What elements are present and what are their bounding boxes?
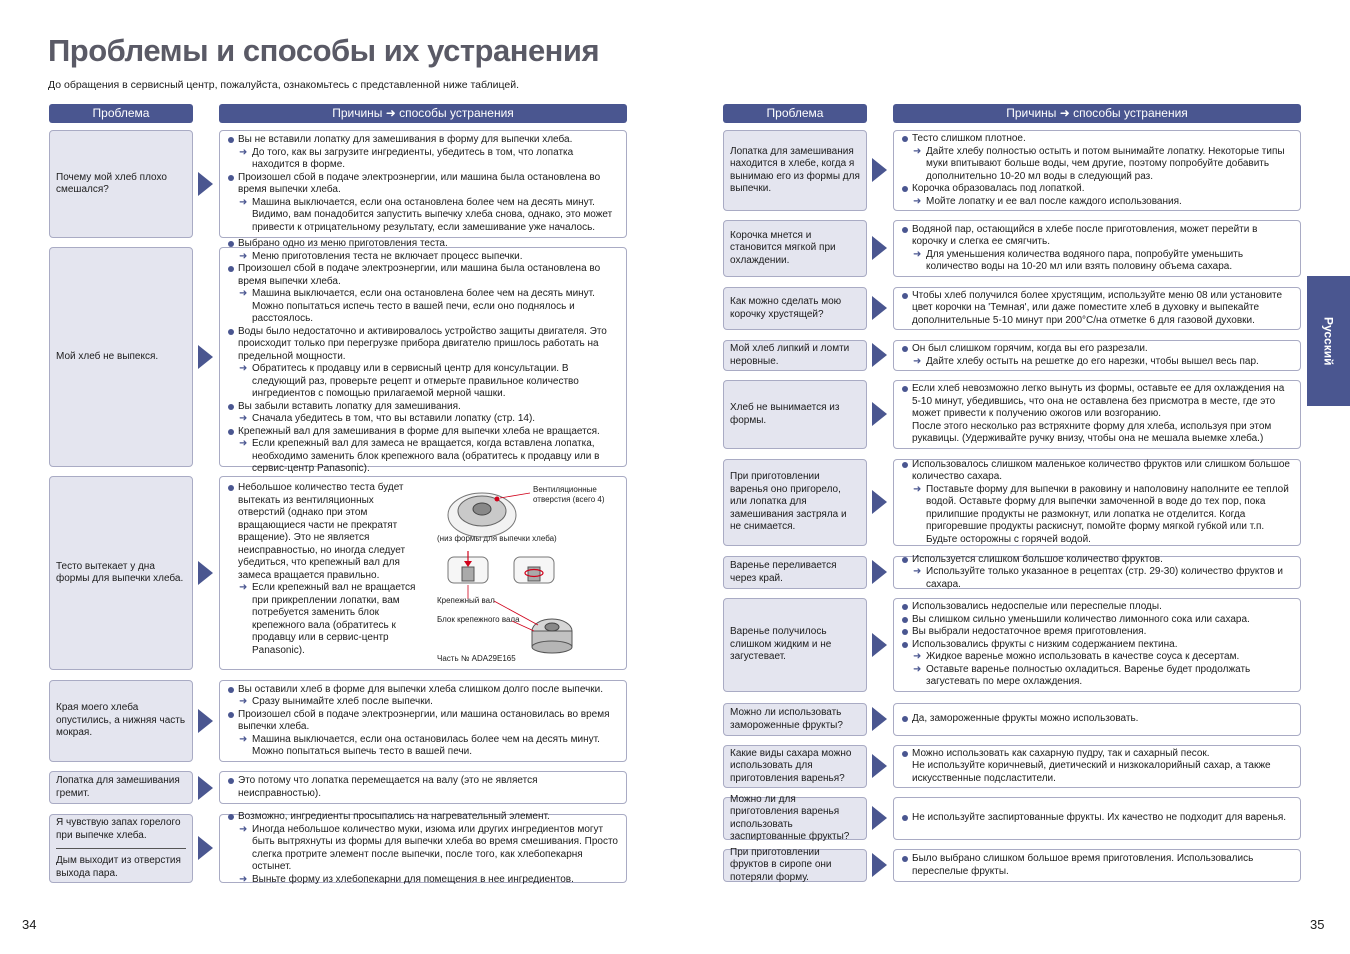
remedy-item: ➜ Сначала убедитесь в том, что вы вставили лопатку (стр. 14). [228, 413, 618, 426]
problem-cell [49, 771, 193, 804]
arrow-icon [872, 236, 887, 260]
cause-item: Вы не вставили лопатку для замешивания в форму для выпечки хлеба. [228, 134, 618, 147]
cause-item: Использовались фрукты с низким содержанием пектина. [902, 639, 1292, 652]
cause-item: Если хлеб невозможно легко вынуть из формы, оставьте ее для охлаждения на 5-10 минут, убедившись, что она не оставлена без присмотра в месте, где это может привести к получению ожогов или возгоранию. [902, 383, 1292, 421]
problem-text: Корочка мнется и становится мягкой при охлаждении. [730, 229, 836, 266]
cause-item: Тесто слишком плотное. [902, 133, 1292, 146]
arrow-icon [198, 836, 213, 860]
problem-cell [723, 340, 867, 371]
fig-label-block: Блок крепежного вала [437, 615, 520, 624]
header-problem-right: Проблема [723, 104, 867, 123]
solution-cell [893, 220, 1301, 277]
solution-cell [893, 598, 1301, 692]
problem-cell [723, 703, 867, 736]
arrow-icon [872, 296, 887, 320]
remedy-item: ➜ Оставьте варенье полностью охладиться. Варенье будет продолжать загустевать по мере охлаждения. [902, 664, 1292, 689]
remedy-item: ➜ Меню приготовления теста не включает процесс выпечки. [228, 251, 618, 264]
cause-item: Можно использовать как сахарную пудру, так и сахарный песок. [902, 748, 1292, 761]
arrow-icon [872, 402, 887, 426]
problem-text: При приготовлении фруктов в сиропе они потеряли форму. [730, 846, 832, 883]
cause-item: Произошел сбой в подаче электроэнергии, или машина остановилась во время выпечки хлеба. [228, 709, 618, 734]
solution-cell [893, 745, 1301, 788]
solution-cell [893, 380, 1301, 449]
header-causes-left: Причины ➜ способы устранения [219, 104, 627, 123]
remedy-item: ➜ Если крепежный вал не вращается при прикреплении лопатки, вам потребуется заменить блок крепежного вала (обратитесь к продавцу или в сервис-центр Panasonic). [228, 582, 423, 657]
header-problem-left: Проблема [49, 104, 193, 123]
arrow-icon [872, 707, 887, 731]
remedy-item: ➜ Если крепежный вал для замеса не вращается, когда вставлена лопатка, необходимо заменить блок крепежного вала (обратитесь к продавцу или в сервис-центр Panasonic). [228, 438, 618, 476]
problem-cell [723, 793, 867, 842]
solution-cell [893, 130, 1301, 211]
problem-text: Можно ли использовать замороженные фрукты? [730, 707, 843, 731]
arrow-icon [872, 343, 887, 367]
problem-text: Я чувствую запах горелого при выпечке хлеба. [56, 817, 181, 841]
remedy-item: ➜ Используйте только указанное в рецептах (стр. 29-30) количество фруктов и сахара. [902, 566, 1292, 591]
language-tab-label: Русский [1321, 316, 1336, 366]
arrow-icon [872, 490, 887, 514]
remedy-item: ➜ Дайте хлебу остыть на решетке до его нарезки, чтобы вышел весь пар. [902, 356, 1292, 369]
problem-text: Можно ли для приготовления варенья использовать заспиртованные фрукты? [730, 793, 850, 842]
fig-label-bottom: (низ формы для выпечки хлеба) [437, 534, 557, 543]
remedy-item: ➜ Жидкое варенье можно использовать в качестве соуса к десертам. [902, 651, 1292, 664]
problem-cell [49, 814, 193, 883]
header-causes-right: Причины ➜ способы устранения [893, 104, 1301, 123]
cause-item: Не используйте заспиртованные фрукты. Их качество не подходит для варенья. [902, 812, 1292, 825]
cause-item: Выбрано одно из меню приготовления теста. [228, 238, 618, 251]
solution-cell [219, 130, 627, 238]
cause-item: Использовались недоспелые или переспелые плоды. [902, 601, 1292, 614]
problem-text: Лопатка для замешивания гремит. [56, 775, 180, 799]
cause-item: Произошел сбой в подаче электроэнергии, или машина была остановлена во время выпечки хлеба. [228, 172, 618, 197]
problem-text: Края моего хлеба опустились, а нижняя часть мокрая. [56, 702, 186, 739]
cause-item: Возможно, ингредиенты просыпались на нагревательный элемент. [228, 811, 618, 824]
solution-cell [893, 703, 1301, 736]
arrow-icon [872, 158, 887, 182]
problem-cell [49, 130, 193, 238]
cause-continuation: После этого несколько раз встряхните форму для хлеба, используя при этом рукавицы. (Удерживайте ручку внизу, чтобы она не мешала выемке хлеба.) [912, 420, 1272, 445]
cause-item: Чтобы хлеб получился более хрустящим, используйте меню 08 или установите цвет корочки на 'Темная', или даже поместите хлеб в духовку и выпекайте дополнительные 5-10 минут при 200°C/на отметке 6 для газовой духовки. [902, 290, 1292, 328]
remedy-item: ➜ Поставьте форму для выпечки в раковину и наполовину наполните ее теплой водой. Оставьте форму для выпечки замоченной в воде до тех пор, пока прилипшие продукты не размокнут, или лопатка не отделится. Когда пригоревшие продукты раскиснут, помойте форму мягкой губкой или т.п. Будьте осторожны с горячей водой. [902, 484, 1292, 547]
problem-cell [723, 598, 867, 692]
cause-item: Корочка образовалась под лопаткой. [902, 183, 1292, 196]
page-number-right: 35 [1310, 917, 1325, 932]
arrow-icon [872, 806, 887, 830]
cause-item: Небольшое количество теста будет вытекать из вентиляционных отверстий (однако при этом вращающиеся части не прекратят вращение). Это не является неисправностью, но иногда следует убедиться, что крепежный вал для замеса вращается правильно. [228, 482, 423, 582]
remedy-item: ➜ Обратитесь к продавцу или в сервисный центр для консультации. В следующий раз, проверьте рецепт и отмерьте правильное количество ингредиентов с помощью прилагаемой мерной чашки. [228, 363, 618, 401]
problem-text: Дым выходит из отверстия выхода пара. [56, 855, 181, 879]
remedy-item: ➜ Машина выключается, если она остановилась более чем на десять минут. Можно попытаться выпечь тесто в вашей печи. [228, 734, 618, 759]
solution-cell [219, 680, 627, 762]
language-tab [1307, 276, 1350, 406]
problem-cell [49, 247, 193, 467]
solution-cell [219, 476, 627, 670]
cause-item: Использовалось слишком маленькое количество фруктов или слишком большое количество сахара. [902, 459, 1292, 484]
problem-text: Мой хлеб не выпекся. [56, 350, 159, 362]
remedy-item: ➜ Машина выключается, если она остановлена более чем на десять минут. Видимо, вам понадобится запустить выпечку хлеба снова, однако, это может привести к отрицательному результату, если замешивание уже началось. [228, 197, 618, 235]
problem-text: Мой хлеб липкий и ломти неровные. [730, 343, 850, 367]
problem-cell [723, 380, 867, 449]
cause-item: Водяной пар, остающийся в хлебе после приготовления, может перейти в корочку и слегка ее смягчить. [902, 224, 1292, 249]
cause-item: Это потому что лопатка перемещается на валу (это не является неисправностью). [228, 775, 618, 800]
arrow-icon [872, 633, 887, 657]
remedy-item: ➜ Иногда небольшое количество муки, изюма или других ингредиентов могут быть вытряхнуты из формы для выпечки хлеба во время смешивания. Просто слегка протрите элемент после выпечки, после того, как хлебопекарня остынет. [228, 824, 618, 874]
solution-cell [893, 287, 1301, 330]
arrow-icon [198, 709, 213, 733]
fig-label-vent: Вентиляционные отверстия (всего 4) [533, 485, 605, 504]
remedy-item: ➜ Для уменьшения количества водяного пара, попробуйте уменьшить количество воды на 10-20 мл или взять половину объема сахара. [902, 249, 1292, 274]
arrow-icon [198, 172, 213, 196]
cause-item: Используется слишком большое количество фруктов. [902, 554, 1292, 567]
cause-item: Вы забыли вставить лопатку для замешивания. [228, 401, 618, 414]
cause-item: Вы оставили хлеб в форме для выпечки хлеба слишком долго после выпечки. [228, 684, 618, 697]
page-number-left: 34 [22, 917, 37, 932]
cause-item: Да, замороженные фрукты можно использовать. [902, 713, 1292, 726]
page-subtitle: До обращения в сервисный центр, пожалуйста, ознакомьтесь с представленной ниже таблицей. [48, 79, 520, 91]
arrow-icon [872, 853, 887, 877]
arrow-icon [198, 345, 213, 369]
problem-text: При приготовлении варенья оно пригорело, или лопатка для замешивания застряла и не снимается. [730, 471, 847, 533]
problem-cell [49, 680, 193, 762]
problem-cell [723, 130, 867, 211]
problem-cell [723, 459, 867, 546]
problem-cell [723, 220, 867, 277]
solution-cell [219, 238, 627, 475]
arrow-icon [198, 561, 213, 585]
arrow-icon [872, 754, 887, 778]
problem-text: Варенье переливается через край. [730, 560, 837, 584]
solution-cell [219, 771, 627, 804]
solution-cell [893, 849, 1301, 882]
problem-cell [49, 476, 193, 670]
problem-text: Какие виды сахара можно использовать для приготовления варенья? [730, 747, 852, 784]
problem-text: Лопатка для замешивания находится в хлебе, когда я вынимаю его из формы для выпечки. [730, 145, 860, 194]
cause-item: Было выбрано слишком большое время приготовления. Использовались переспелые фрукты. [902, 853, 1292, 878]
solution-cell [893, 553, 1301, 590]
solution-cell [219, 811, 627, 885]
cause-item: Крепежный вал для замешивания в форме для выпечки хлеба не вращается. [228, 426, 618, 439]
cause-item: Воды было недостаточно и активировалось устройство защиты двигателя. Это происходит только при перегрузке прибора двигателю пришлось работать на предельной мощности. [228, 326, 618, 364]
problem-cell [723, 556, 867, 589]
remedy-item: ➜ Мойте лопатку и ее вал после каждого использования. [902, 196, 1292, 209]
solution-cell [893, 459, 1301, 546]
remedy-item: ➜ Выньте форму из хлебопекарни для помещения в нее ингредиентов. [228, 874, 618, 887]
remedy-item: ➜ Машина выключается, если она остановлена более чем на десять минут. Можно попытаться испечь тесто в вашей печи, если оно поднялось и расстоялось. [228, 288, 618, 326]
problem-text: Тесто вытекает у дна формы для выпечки хлеба. [56, 560, 184, 584]
cause-continuation: Не используйте коричневый, диетический и низкокалорийный сахар, а также искусственные подсластители. [912, 760, 1271, 784]
solution-cell [893, 797, 1301, 840]
solution-cell [893, 340, 1301, 371]
bread-pan-diagram [434, 481, 624, 667]
remedy-item: ➜ Дайте хлебу полностью остыть и потом вынимайте лопатку. Некоторые типы муки впитывают больше воды, чем другие, поэтому попробуйте добавить дополнительно 10-20 мл воды в следующий раз. [902, 146, 1292, 184]
remedy-item: ➜ Сразу вынимайте хлеб после выпечки. [228, 696, 618, 709]
fig-label-shaft: Крепежный вал [437, 596, 495, 605]
problem-text: Варенье получилось слишком жидким и не загустевает. [730, 626, 832, 663]
remedy-item: ➜ До того, как вы загрузите ингредиенты, убедитесь в том, что лопатка находится в форме. [228, 147, 618, 172]
cause-item: Он был слишком горячим, когда вы его разрезали. [902, 343, 1292, 356]
cause-item: Вы выбрали недостаточное время приготовления. [902, 626, 1292, 639]
problem-text: Как можно сделать мою корочку хрустящей? [730, 296, 842, 320]
problem-text: Почему мой хлеб плохо смешался? [56, 171, 167, 195]
problem-cell [723, 846, 867, 883]
divider [56, 848, 186, 849]
cause-item: Произошел сбой в подаче электроэнергии, или машина была остановлена во время выпечки хлеба. [228, 263, 618, 288]
problem-text: Хлеб не вынимается из формы. [730, 402, 840, 426]
arrow-icon [872, 560, 887, 584]
arrow-icon [198, 776, 213, 800]
fig-label-part: Часть № ADA29E165 [437, 654, 516, 663]
cause-item: Вы слишком сильно уменьшили количество лимонного сока или сахара. [902, 614, 1292, 627]
problem-cell [723, 745, 867, 788]
page-title: Проблемы и способы их устранения [48, 33, 600, 68]
problem-cell [723, 287, 867, 330]
